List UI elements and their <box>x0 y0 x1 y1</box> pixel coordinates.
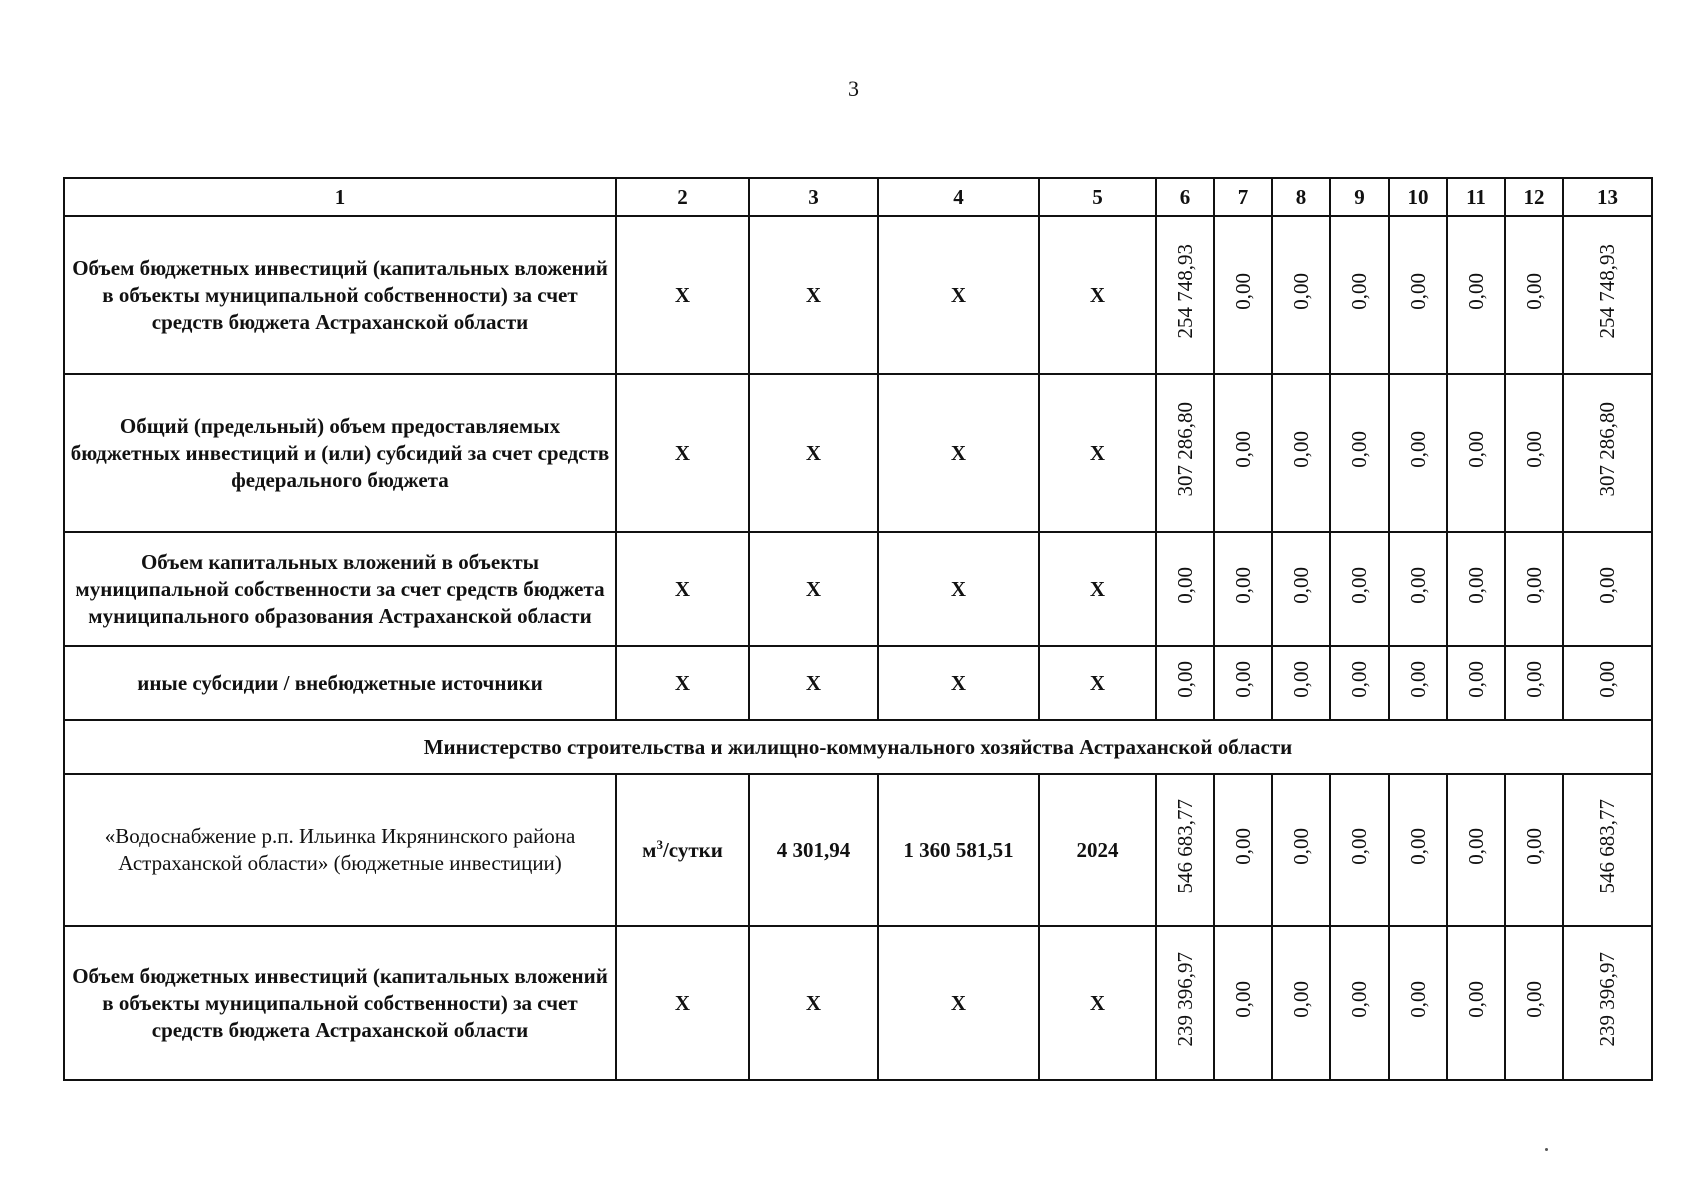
unit-base: м <box>642 837 657 862</box>
value-text: 0,00 <box>1230 661 1255 698</box>
header-cell: 8 <box>1272 178 1330 216</box>
budget-table <box>63 177 1653 1081</box>
header-cell: 12 <box>1505 178 1563 216</box>
value-cell <box>1272 532 1330 646</box>
value-text: 0,00 <box>1521 828 1546 865</box>
value-cell <box>1389 774 1447 926</box>
value-text: 0,00 <box>1463 567 1488 604</box>
value-text: 0,00 <box>1230 431 1255 468</box>
header-cell: 13 <box>1563 178 1652 216</box>
value-text: 254 748,93 <box>1172 244 1197 339</box>
value-cell <box>1330 646 1389 720</box>
row-description: Объем бюджетных инвестиций (капитальных вложений в объекты муниципальной собственности) за счет средств бюджета Астраханской области <box>64 926 616 1080</box>
cell-x: X <box>749 216 878 374</box>
section-title: Министерство строительства и жилищно-коммунального хозяйства Астраханской области <box>64 720 1652 774</box>
cell-x: X <box>1039 926 1156 1080</box>
value-cell <box>1272 774 1330 926</box>
value-text: 0,00 <box>1288 828 1313 865</box>
value-cell <box>1330 774 1389 926</box>
cell-x: X <box>1039 216 1156 374</box>
value-text: 239 396,97 <box>1595 952 1619 1047</box>
table-row <box>64 646 1652 720</box>
value-text: 0,00 <box>1405 431 1430 468</box>
value-text: 0,00 <box>1230 828 1255 865</box>
value-text: 254 748,93 <box>1595 244 1619 339</box>
table-row <box>64 532 1652 646</box>
value-text: 0,00 <box>1288 567 1313 604</box>
section-row <box>64 720 1652 774</box>
value-text: 0,00 <box>1347 981 1371 1018</box>
value-cell <box>1447 646 1505 720</box>
unit-rest: /сутки <box>662 837 723 862</box>
value-cell <box>1447 774 1505 926</box>
value-cell <box>1272 216 1330 374</box>
value-cell <box>1156 532 1214 646</box>
cell-x: X <box>878 216 1039 374</box>
cell-x: X <box>1039 532 1156 646</box>
cell-x: X <box>616 926 749 1080</box>
unit-superscript: 3 <box>656 836 663 852</box>
value-text: 0,00 <box>1230 567 1255 604</box>
value-text: 546 683,77 <box>1172 799 1197 894</box>
row-description: иные субсидии / внебюджетные источники <box>64 646 616 720</box>
scan-speck <box>1545 1148 1548 1151</box>
value-text: 0,00 <box>1347 828 1371 865</box>
header-cell: 11 <box>1447 178 1505 216</box>
value-text: 0,00 <box>1347 567 1371 604</box>
cell-x: X <box>1039 374 1156 532</box>
value-cell <box>1272 926 1330 1080</box>
value-cell <box>1447 216 1505 374</box>
value-cell <box>1214 774 1272 926</box>
value-cell <box>1214 216 1272 374</box>
value-text: 0,00 <box>1463 273 1488 310</box>
table-row <box>64 216 1652 374</box>
value-text: 0,00 <box>1347 273 1371 310</box>
value-cell <box>1389 646 1447 720</box>
value-cell <box>1447 926 1505 1080</box>
cell-x: X <box>749 926 878 1080</box>
value-text: 0,00 <box>1288 431 1313 468</box>
value-cell <box>1505 926 1563 1080</box>
table-row <box>64 774 1652 926</box>
value-text: 0,00 <box>1405 567 1430 604</box>
value-text: 0,00 <box>1463 661 1488 698</box>
cell-x: X <box>749 374 878 532</box>
value-text: 0,00 <box>1521 567 1546 604</box>
value-text: 0,00 <box>1288 273 1313 310</box>
cell-x: X <box>616 532 749 646</box>
header-cell: 5 <box>1039 178 1156 216</box>
value-cell <box>1447 532 1505 646</box>
value-cell <box>1156 926 1214 1080</box>
value-text: 0,00 <box>1405 981 1430 1018</box>
value-text: 0,00 <box>1288 981 1313 1018</box>
value-text: 0,00 <box>1521 273 1546 310</box>
value-cell <box>1505 774 1563 926</box>
header-cell: 2 <box>616 178 749 216</box>
value-cell <box>1505 216 1563 374</box>
value-text: 0,00 <box>1172 661 1197 698</box>
value-text: 0,00 <box>1405 273 1430 310</box>
cell-x: X <box>878 532 1039 646</box>
value-text: 0,00 <box>1347 431 1371 468</box>
value-cell <box>1505 646 1563 720</box>
value-text: 0,00 <box>1172 567 1197 604</box>
cell-x: X <box>878 646 1039 720</box>
cell-x: X <box>878 374 1039 532</box>
value-text: 0,00 <box>1463 431 1488 468</box>
row-description: Общий (предельный) объем предоставляемых бюджетных инвестиций и (или) субсидий за счет средств федерального бюджета <box>64 374 616 532</box>
value-text: 0,00 <box>1405 828 1430 865</box>
value-cell <box>1214 926 1272 1080</box>
value-cell <box>1563 374 1652 532</box>
value-cell <box>1563 926 1652 1080</box>
cell-x: X <box>878 926 1039 1080</box>
cell-x: X <box>616 216 749 374</box>
page-number: 3 <box>848 76 859 101</box>
value-text: 0,00 <box>1405 661 1430 698</box>
header-cell: 3 <box>749 178 878 216</box>
value-cell <box>1214 532 1272 646</box>
value-text: 0,00 <box>1230 273 1255 310</box>
value-cell <box>1330 532 1389 646</box>
header-cell: 7 <box>1214 178 1272 216</box>
value-cell <box>1330 926 1389 1080</box>
header-cell: 9 <box>1330 178 1389 216</box>
value-text: 307 286,80 <box>1595 402 1619 497</box>
table-row <box>64 926 1652 1080</box>
header-cell: 6 <box>1156 178 1214 216</box>
header-cell: 10 <box>1389 178 1447 216</box>
value-text: 0,00 <box>1463 828 1488 865</box>
header-cell: 1 <box>64 178 616 216</box>
value-text: 0,00 <box>1595 567 1619 604</box>
cell-x: X <box>749 532 878 646</box>
value-cell <box>1156 774 1214 926</box>
value-text: 0,00 <box>1521 431 1546 468</box>
capacity-cell: 4 301,94 <box>749 774 878 926</box>
value-cell <box>1389 532 1447 646</box>
value-text: 546 683,77 <box>1595 799 1619 894</box>
header-cell: 4 <box>878 178 1039 216</box>
cell-x: X <box>616 646 749 720</box>
cell-x: X <box>616 374 749 532</box>
value-text: 0,00 <box>1595 661 1619 698</box>
value-text: 0,00 <box>1288 661 1313 698</box>
value-cell <box>1563 774 1652 926</box>
value-cell <box>1214 646 1272 720</box>
value-text: 0,00 <box>1230 981 1255 1018</box>
cell-x: X <box>749 646 878 720</box>
value-text: 307 286,80 <box>1172 402 1197 497</box>
value-cell <box>1214 374 1272 532</box>
value-cell <box>1389 374 1447 532</box>
row-description: Объем бюджетных инвестиций (капитальных вложений в объекты муниципальной собственности) за счет средств бюджета Астраханской области <box>64 216 616 374</box>
value-cell <box>1563 646 1652 720</box>
value-cell <box>1156 374 1214 532</box>
table-header-row <box>64 178 1652 216</box>
value-cell <box>1389 926 1447 1080</box>
value-cell <box>1505 374 1563 532</box>
unit-cell <box>616 774 749 926</box>
value-cell <box>1563 532 1652 646</box>
value-cell <box>1156 216 1214 374</box>
value-text: 0,00 <box>1347 661 1371 698</box>
cell-x: X <box>1039 646 1156 720</box>
value-cell <box>1330 374 1389 532</box>
year-cell: 2024 <box>1039 774 1156 926</box>
row-description: Объем капитальных вложений в объекты муниципальной собственности за счет средств бюджета муниципального образования Астраханской области <box>64 532 616 646</box>
value-cell <box>1447 374 1505 532</box>
value-text: 0,00 <box>1463 981 1488 1018</box>
value-cell <box>1272 646 1330 720</box>
value-text: 239 396,97 <box>1172 952 1197 1047</box>
value-cell <box>1272 374 1330 532</box>
project-description: «Водоснабжение р.п. Ильинка Икрянинского района Астраханской области» (бюджетные инвестиции) <box>64 774 616 926</box>
value-cell <box>1389 216 1447 374</box>
value-text: 0,00 <box>1521 981 1546 1018</box>
value-text: 0,00 <box>1521 661 1546 698</box>
table-row <box>64 374 1652 532</box>
value-cell <box>1156 646 1214 720</box>
cost-cell: 1 360 581,51 <box>878 774 1039 926</box>
value-cell <box>1563 216 1652 374</box>
value-cell <box>1330 216 1389 374</box>
value-cell <box>1505 532 1563 646</box>
